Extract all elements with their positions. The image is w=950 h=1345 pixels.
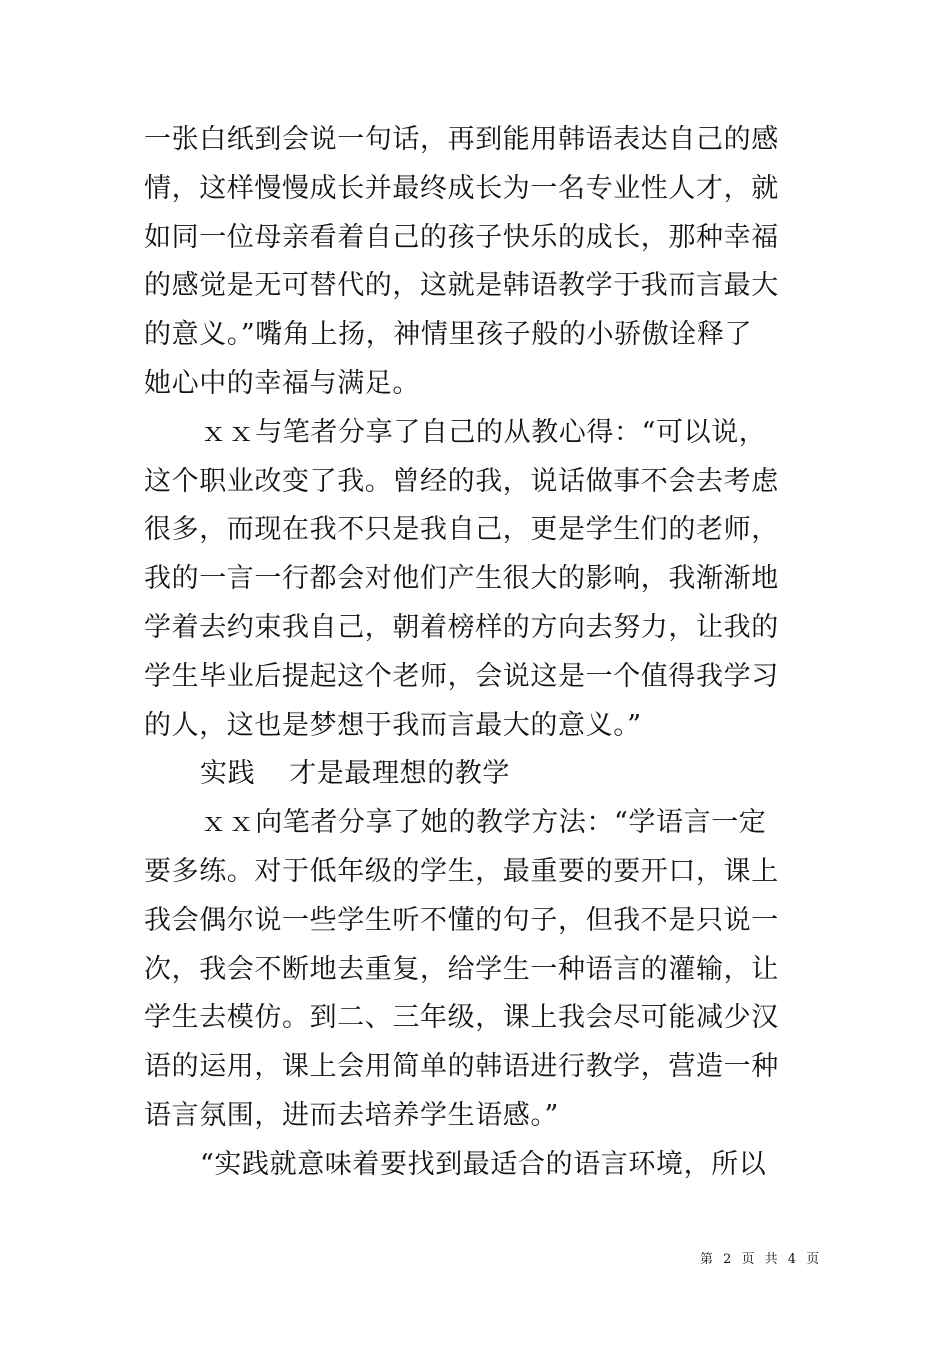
text-line: 我的一言一行都会对他们产生很大的影响，我渐渐地 <box>144 563 779 595</box>
text-line: 的人，这也是梦想于我而言最大的意义。” <box>144 709 642 741</box>
text-line: 语言氛围，进而去培养学生语感。” <box>144 1099 559 1131</box>
page-number-footer: 第 2 页 共 4 页 <box>700 1252 823 1267</box>
text-line: “实践就意味着要找到最适合的语言环境，所以 <box>200 1148 767 1180</box>
text-line: 一张白纸到会说一句话，再到能用韩语表达自己的感 <box>144 124 779 155</box>
text-line: 我会偶尔说一些学生听不懂的句子，但我不是只说一 <box>144 904 779 936</box>
text-line: 很多，而现在我不只是我自己，更是学生们的老师， <box>144 514 779 546</box>
paragraph-continuation <box>144 116 779 409</box>
paragraph <box>144 799 779 1141</box>
text-line: 次，我会不断地去重复，给学生一种语言的灌输，让 <box>144 953 779 985</box>
text-line: ｘｘ向笔者分享了她的教学方法：“学语言一定 <box>200 807 767 839</box>
text-line: 的感觉是无可替代的，这就是韩语教学于我而言最大 <box>144 270 779 302</box>
text-line: 这个职业改变了我。曾经的我，说话做事不会去考虑 <box>144 465 779 497</box>
text-line: 学生毕业后提起这个老师，会说这是一个值得我学习 <box>144 660 779 692</box>
text-line: 她心中的幸福与满足。 <box>144 367 420 399</box>
text-line: 的意义。”嘴角上扬，神情里孩子般的小骄傲诠释了 <box>144 319 753 351</box>
text-line: 语的运用，课上会用简单的韩语进行教学，营造一种 <box>144 1051 779 1083</box>
section-heading-part: 实践 <box>200 758 256 790</box>
text-line: 学着去约束我自己，朝着榜样的方向去努力，让我的 <box>144 611 779 643</box>
text-line: 要多练。对于低年级的学生，最重要的要开口，课上 <box>144 855 779 887</box>
section-heading <box>144 750 769 799</box>
body-text <box>144 116 779 1190</box>
text-line: 如同一位母亲看着自己的孩子快乐的成长，那种幸福 <box>144 221 779 253</box>
section-heading-part: 才是最理想的教学 <box>289 758 511 790</box>
paragraph <box>144 1141 769 1190</box>
text-line: ｘｘ与笔者分享了自己的从教心得：“可以说， <box>200 416 767 448</box>
text-line: 学生去模仿。到二、三年级，课上我会尽可能减少汉 <box>144 1002 779 1034</box>
paragraph <box>144 409 779 751</box>
text-line: 情，这样慢慢成长并最终成长为一名专业性人才，就 <box>144 172 779 204</box>
